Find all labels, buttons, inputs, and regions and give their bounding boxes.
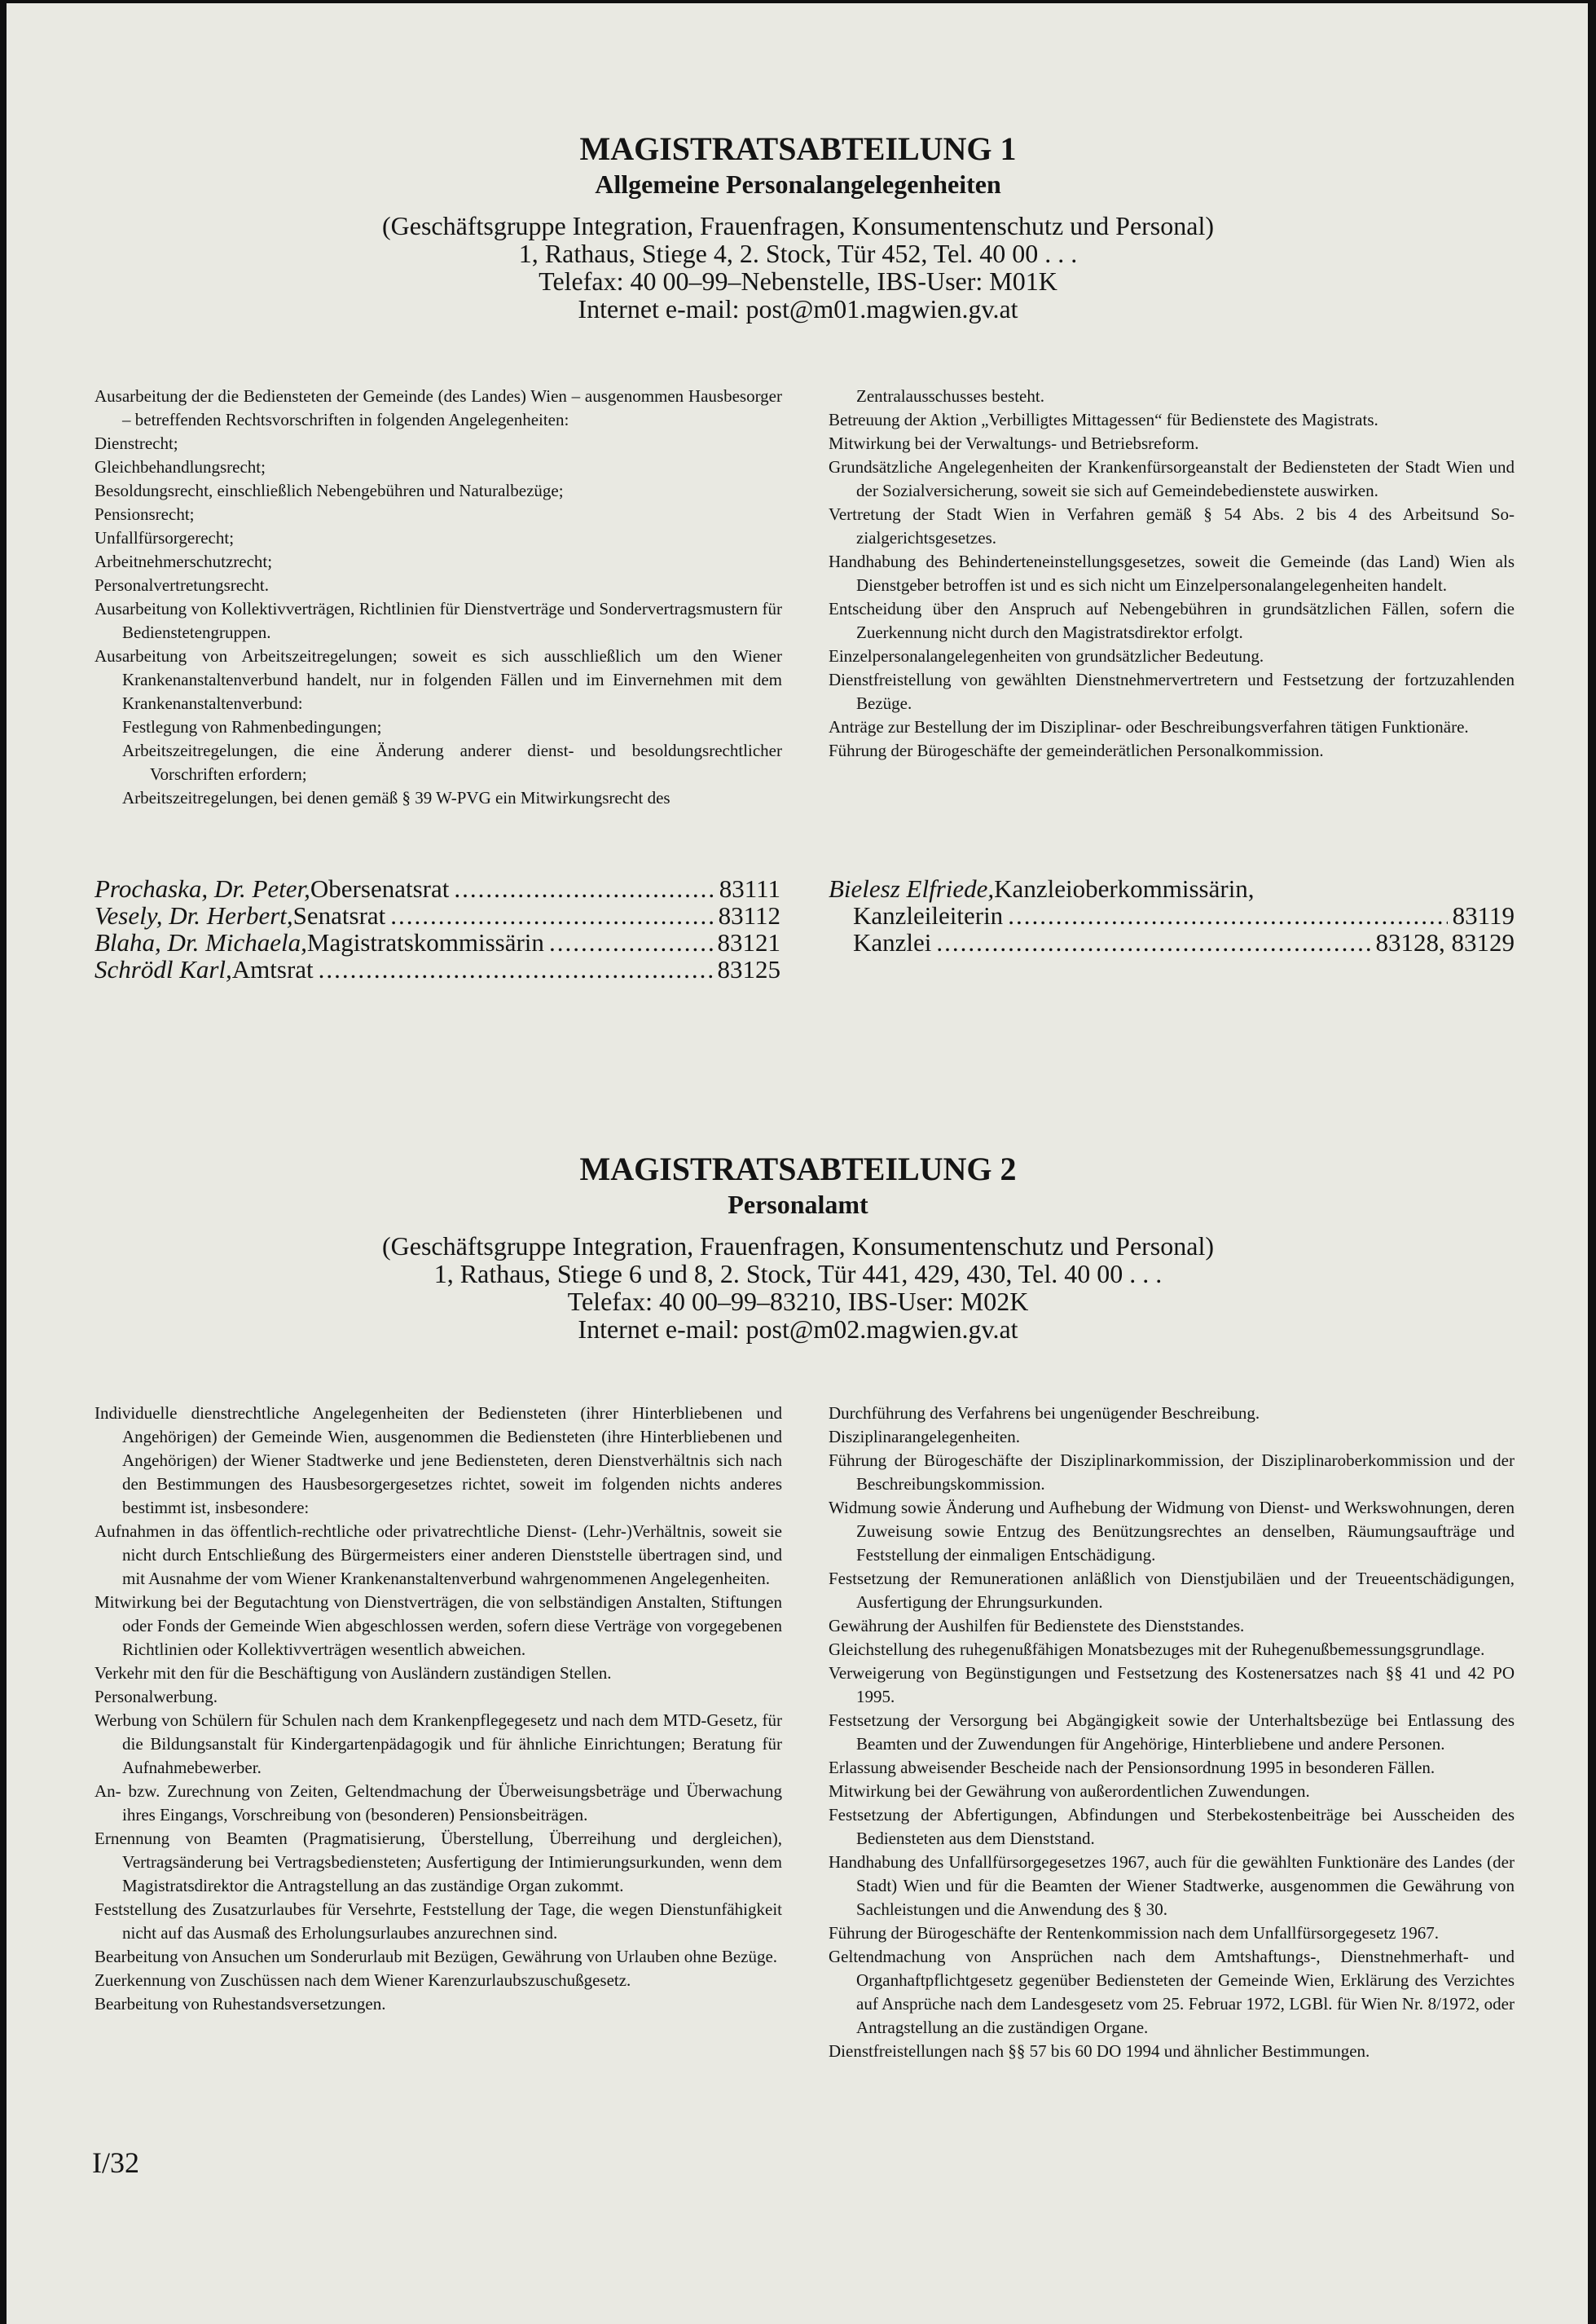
ma1-left-item: Pensionsrecht; <box>95 504 195 524</box>
staff-entry <box>95 956 780 983</box>
ma2-right-item: Gewährung der Aushilfen für Bedienstete des Dienststandes. <box>829 1616 1245 1635</box>
ma2-left-item: Aufnahmen in das öffentlich-rechtliche oder privatrechtliche Dienst- (Lehr-)Verhältnis, soweit sie nicht durch Entschließung des Bürgermeisters einer anderen Dienststelle übertragen sind, und mit Ausnahme der vom Wiener Krankenanstaltenverbund wahrgenommenen Angelegenheiten. <box>95 1521 782 1588</box>
ma1-staff-right <box>829 875 1515 956</box>
ma2-left-item: Individuelle dienstrechtliche Angelegenheiten der Bediensteten (ihrer Hinterbliebenen und Angehörigen) der Gemeinde Wien, ausgenommen die Bediensteten (ihre Hinterbliebenen und Angehörigen) der Wiener Stadtwerke und jene Bediensteten, deren Dienstverhältnis sich nach den Bestimmungen des Hausbesorgergesetzes richtet, soweit im folgenden nichts anderes bestimmt ist, insbesondere: <box>95 1403 782 1517</box>
ma1-right-item: Einzelpersonalangelegenheiten von grundsätzlicher Bedeutung. <box>829 646 1264 666</box>
ma2-left-item: Werbung von Schülern für Schulen nach dem Krankenpflegegesetz und nach dem MTD-Gesetz, für die Bildungsanstalt für Kindergartenpädagogik und für ähnliche Einrichtungen; Beratung für Aufnahmebewerber. <box>95 1710 782 1777</box>
ma2-right-item: Geltendmachung von Ansprüchen nach dem Amtshaftungs-, Dienstnehmerhaft- und Organhaftpflichtgesetz gegenüber Bediensteten der Gemeinde Wien, Erklärung des Verzichtes auf Ansprüche nach dem Landesgesetz vom 25. Februar 1972, LGBl. für Wien Nr. 8/1972, oder Antragstellung an die zuständigen Organe. <box>829 1947 1515 2037</box>
staff-tel: 83128, 83129 <box>1375 928 1515 957</box>
staff-tel: 83112 <box>718 901 780 930</box>
ma1-left-subitem: Arbeitszeitregelungen, die eine Änderung anderer dienst- und besoldungsrechtlicher Vorschriften erfordern; <box>122 741 782 784</box>
ma2-right-item: Erlassung abweisender Bescheide nach der Pensionsordnung 1995 in besonderen Fällen. <box>829 1758 1436 1777</box>
staff-function: Kanzlei <box>853 928 932 957</box>
page-number: I/32 <box>92 2146 139 2179</box>
leader-dots <box>319 956 713 983</box>
ma1-right-column <box>829 385 1515 763</box>
staff-entry <box>95 902 780 929</box>
ma2-group-line: (Geschäftsgruppe Integration, Frauenfragen, Konsumentenschutz und Personal) <box>381 1231 1214 1261</box>
ma2-right-item: Dienstfreistellungen nach §§ 57 bis 60 DO 1994 und ähnlicher Bestimmungen. <box>829 2041 1370 2061</box>
ma1-address-line: 1, Rathaus, Stiege 4, 2. Stock, Tür 452, Tel. 40 00 . . . <box>518 239 1078 268</box>
ma2-address-line: 1, Rathaus, Stiege 6 und 8, 2. Stock, Tür 441, 429, 430, Tel. 40 00 . . . <box>433 1259 1163 1288</box>
ma1-right-item: Zentralausschusses besteht. <box>856 386 1044 406</box>
ma1-right-item: Anträge zur Bestellung der im Disziplinar- oder Beschreibungsverfahren tätigen Funktionäre. <box>829 717 1469 737</box>
ma1-email-line: Internet e-mail: post@m01.magwien.gv.at <box>578 294 1018 324</box>
ma2-left-item: Bearbeitung von Ansuchen um Sonderurlaub mit Bezügen, Gewährung von Urlauben ohne Bezüge. <box>95 1947 778 1966</box>
staff-tel: 83125 <box>717 955 780 984</box>
ma1-left-item: Gleichbehandlungsrecht; <box>95 457 266 477</box>
staff-name: Prochaska, Dr. Peter, <box>95 874 310 903</box>
staff-role: Obersenatsrat <box>310 874 450 903</box>
ma1-left-subitem: Festlegung von Rahmenbedingungen; <box>122 717 382 737</box>
staff-entry <box>95 875 780 902</box>
ma2-right-item: Widmung sowie Änderung und Aufhebung der Widmung von Dienst- und Werkswohnungen, deren Zuweisung sowie Entzug des Benützungsrechtes an denselben, Räumungsaufträge und Feststellung der einmaligen Entschädigung. <box>829 1498 1515 1565</box>
ma2-right-item: Festsetzung der Abfertigungen, Abfindungen und Sterbekostenbeiträge bei Ausscheiden des Bediensteten aus dem Dienststand. <box>829 1805 1515 1848</box>
ma1-right-item: Dienstfreistellung von gewählten Dienstnehmervertretern und Festsetzung der fortzuzahlenden Bezüge. <box>829 670 1515 713</box>
ma2-left-item: Verkehr mit den für die Beschäftigung von Ausländern zuständigen Stellen. <box>95 1663 612 1683</box>
ma1-subtitle: Allgemeine Personalangelegenheiten <box>595 169 1001 199</box>
staff-tel: 83121 <box>717 928 780 957</box>
ma1-right-item: Vertretung der Stadt Wien in Verfahren gemäß § 54 Abs. 2 bis 4 des Arbeitsund Sozialgerichtsgesetzes. <box>829 504 1515 548</box>
ma2-left-item: An- bzw. Zurechnung von Zeiten, Geltendmachung der Überweisungsbeträge und Überwachung ihres Eingangs, Vorschreibung von (besonderen) Pensionsbeiträgen. <box>95 1781 782 1824</box>
ma2-right-item: Festsetzung der Versorgung bei Abgängigkeit sowie der Unterhaltsbezüge bei Entlassung des Beamten und der Zuwendungen für Angehörige, Hinterbliebene und andere Personen. <box>829 1710 1515 1754</box>
staff-tel: 83111 <box>719 874 780 903</box>
staff-entry <box>829 929 1515 956</box>
staff-function: Kanzleileiterin <box>853 901 1004 930</box>
ma2-right-item: Führung der Bürogeschäfte der Rentenkommission nach dem Unfallfürsorgegesetz 1967. <box>829 1923 1440 1943</box>
ma2-right-item: Disziplinarangelegenheiten. <box>829 1427 1020 1446</box>
leader-dots <box>390 902 713 929</box>
ma1-title: MAGISTRATSABTEILUNG 1 <box>579 130 1017 167</box>
ma1-left-item: Arbeitnehmerschutzrecht; <box>95 552 273 571</box>
staff-name: Bielesz Elfriede, <box>829 874 995 903</box>
ma2-title: MAGISTRATSABTEILUNG 2 <box>579 1151 1017 1187</box>
ma2-left-item: Ernennung von Beamten (Pragmatisierung, Überstellung, Überreihung und dergleichen), Vertragsänderung bei Vertragsbediensteten; Ausfertigung der Intimierungsurkunden, wenn dem Magistratsdirektor die Antragstellung an das zuständige Organ zukommt. <box>95 1829 782 1895</box>
ma2-right-item: Mitwirkung bei der Gewährung von außerordentlichen Zuwendungen. <box>829 1781 1310 1801</box>
ma1-left-item: Ausarbeitung von Kollektivverträgen, Richtlinien für Dienstverträge und Sondervertragsmustern für Bedienstetengruppen. <box>95 599 782 642</box>
leader-dots <box>454 875 714 902</box>
ma1-left-item: Ausarbeitung von Arbeitszeitregelungen; soweit es sich ausschließlich um den Wiener Krankenanstaltenverbund handelt, nur in folgenden Fällen und im Einvernehmen mit dem Krankenanstaltenverbund: <box>95 646 782 713</box>
ma1-left-item: Besoldungsrecht, einschließlich Nebengebühren und Naturalbezüge; <box>95 481 564 500</box>
staff-role: Kanzleioberkommissärin, <box>994 874 1255 903</box>
ma1-left-item: Dienstrecht; <box>95 434 178 453</box>
ma2-right-item: Führung der Bürogeschäfte der Disziplinarkommission, der Disziplinaroberkommission und der Beschreibungskommission. <box>829 1450 1515 1494</box>
leader-dots <box>549 929 713 956</box>
staff-entry <box>829 902 1515 929</box>
ma2-right-item: Festsetzung der Remunerationen anläßlich von Dienstjubiläen und der Treueentschädigungen, Ausfertigung der Ehrungsurkunden. <box>829 1569 1515 1612</box>
ma1-left-column <box>95 385 782 810</box>
ma2-left-item: Personalwerbung. <box>95 1687 218 1706</box>
ma2-header <box>0 1151 1596 1343</box>
leader-dots <box>1008 902 1447 929</box>
ma2-left-item: Mitwirkung bei der Begutachtung von Dienstverträgen, die von selbständigen Anstalten, Stiftungen oder Fonds der Gemeinde Wien abgeschlossen werden, sofern diese Verträge von vorgegebenen Richtlinien oder Kollektivverträgen wesentlich abweichen. <box>95 1592 782 1659</box>
ma2-right-item: Gleichstellung des ruhegenußfähigen Monatsbezuges mit der Ruhegenußbemessungsgrundlage. <box>829 1640 1485 1659</box>
ma1-right-item: Mitwirkung bei der Verwaltungs- und Betriebsreform. <box>829 434 1199 453</box>
ma2-fax-line: Telefax: 40 00–99–83210, IBS-User: M02K <box>567 1287 1029 1316</box>
ma2-email-line: Internet e-mail: post@m02.magwien.gv.at <box>578 1314 1018 1344</box>
ma1-right-item: Handhabung des Behinderteneinstellungsgesetzes, soweit die Gemeinde (das Land) Wien als Dienstgeber betroffen ist und es sich nicht um Einzelpersonalangelegenheiten handelt. <box>829 552 1515 595</box>
ma2-left-item: Feststellung des Zusatzurlaubes für Versehrte, Feststellung der Tage, die wegen Dienstunfähigkeit nicht auf das Ausmaß des Erholungsurlaubes anzurechnen sind. <box>95 1899 782 1943</box>
ma1-left-item: Unfallfürsorgerecht; <box>95 528 235 548</box>
staff-name: Vesely, Dr. Herbert, <box>95 901 293 930</box>
ma2-subtitle: Personalamt <box>728 1190 868 1219</box>
ma2-right-item: Handhabung des Unfallfürsorgegesetzes 1967, auch für die gewählten Funktionäre des Landes (der Stadt) Wien und für die Beamten der Wiener Stadtwerke, ausgenommen die Gewährung von Sachleistungen und die Anwendung des § 30. <box>829 1852 1515 1919</box>
ma2-right-item: Durchführung des Verfahrens bei ungenügender Beschreibung. <box>829 1403 1260 1423</box>
ma1-left-item: Ausarbeitung der die Bediensteten der Gemeinde (des Landes) Wien – ausgenommen Hausbesorger – betreffenden Rechtsvorschriften in folgenden Angelegenheiten: <box>95 386 782 429</box>
staff-role: Amtsrat <box>231 955 314 984</box>
ma2-right-item: Verweigerung von Begünstigungen und Festsetzung des Kostenersatzes nach §§ 41 und 42 PO 1995. <box>829 1663 1515 1706</box>
ma2-right-column <box>829 1402 1515 2063</box>
staff-name: Blaha, Dr. Michaela, <box>95 928 307 957</box>
ma1-right-item: Grundsätzliche Angelegenheiten der Krankenfürsorgeanstalt der Bediensteten der Stadt Wien und der Sozialversicherung, soweit sie sich auf Gemeindebedienstete auswirken. <box>829 457 1515 500</box>
ma1-right-item: Betreuung der Aktion „Verbilligtes Mittagessen“ für Bedienstete des Magistrats. <box>829 410 1378 429</box>
staff-name: Schrödl Karl, <box>95 955 232 984</box>
ma1-staff-left <box>95 875 780 983</box>
ma1-right-item: Entscheidung über den Anspruch auf Nebengebühren in grundsätzlichen Fällen, sofern die Zuerkennung nicht durch den Magistratsdirektor erfolgt. <box>829 599 1515 642</box>
ma1-header <box>0 130 1596 323</box>
staff-role: Senatsrat <box>292 901 386 930</box>
ma1-left-subitem: Arbeitszeitregelungen, bei denen gemäß § 39 W-PVG ein Mitwirkungsrecht des <box>122 788 670 808</box>
ma2-left-column <box>95 1402 782 2016</box>
leader-dots <box>936 929 1370 956</box>
ma2-left-item: Bearbeitung von Ruhestandsversetzungen. <box>95 1994 386 2014</box>
ma1-left-item: Personalvertretungsrecht. <box>95 575 270 595</box>
ma1-fax-line: Telefax: 40 00–99–Nebenstelle, IBS-User: M01K <box>539 266 1057 296</box>
staff-entry <box>829 875 1515 902</box>
ma2-left-item: Zuerkennung von Zuschüssen nach dem Wiener Karenzurlaubszuschußgesetz. <box>95 1970 631 1990</box>
staff-tel: 83119 <box>1452 901 1515 930</box>
ma1-right-item: Führung der Bürogeschäfte der gemeinderätlichen Personalkommission. <box>829 741 1324 760</box>
ma1-group-line: (Geschäftsgruppe Integration, Frauenfragen, Konsumentenschutz und Personal) <box>381 211 1214 240</box>
staff-entry <box>95 929 780 956</box>
staff-role: Magistratskommissärin <box>306 928 544 957</box>
